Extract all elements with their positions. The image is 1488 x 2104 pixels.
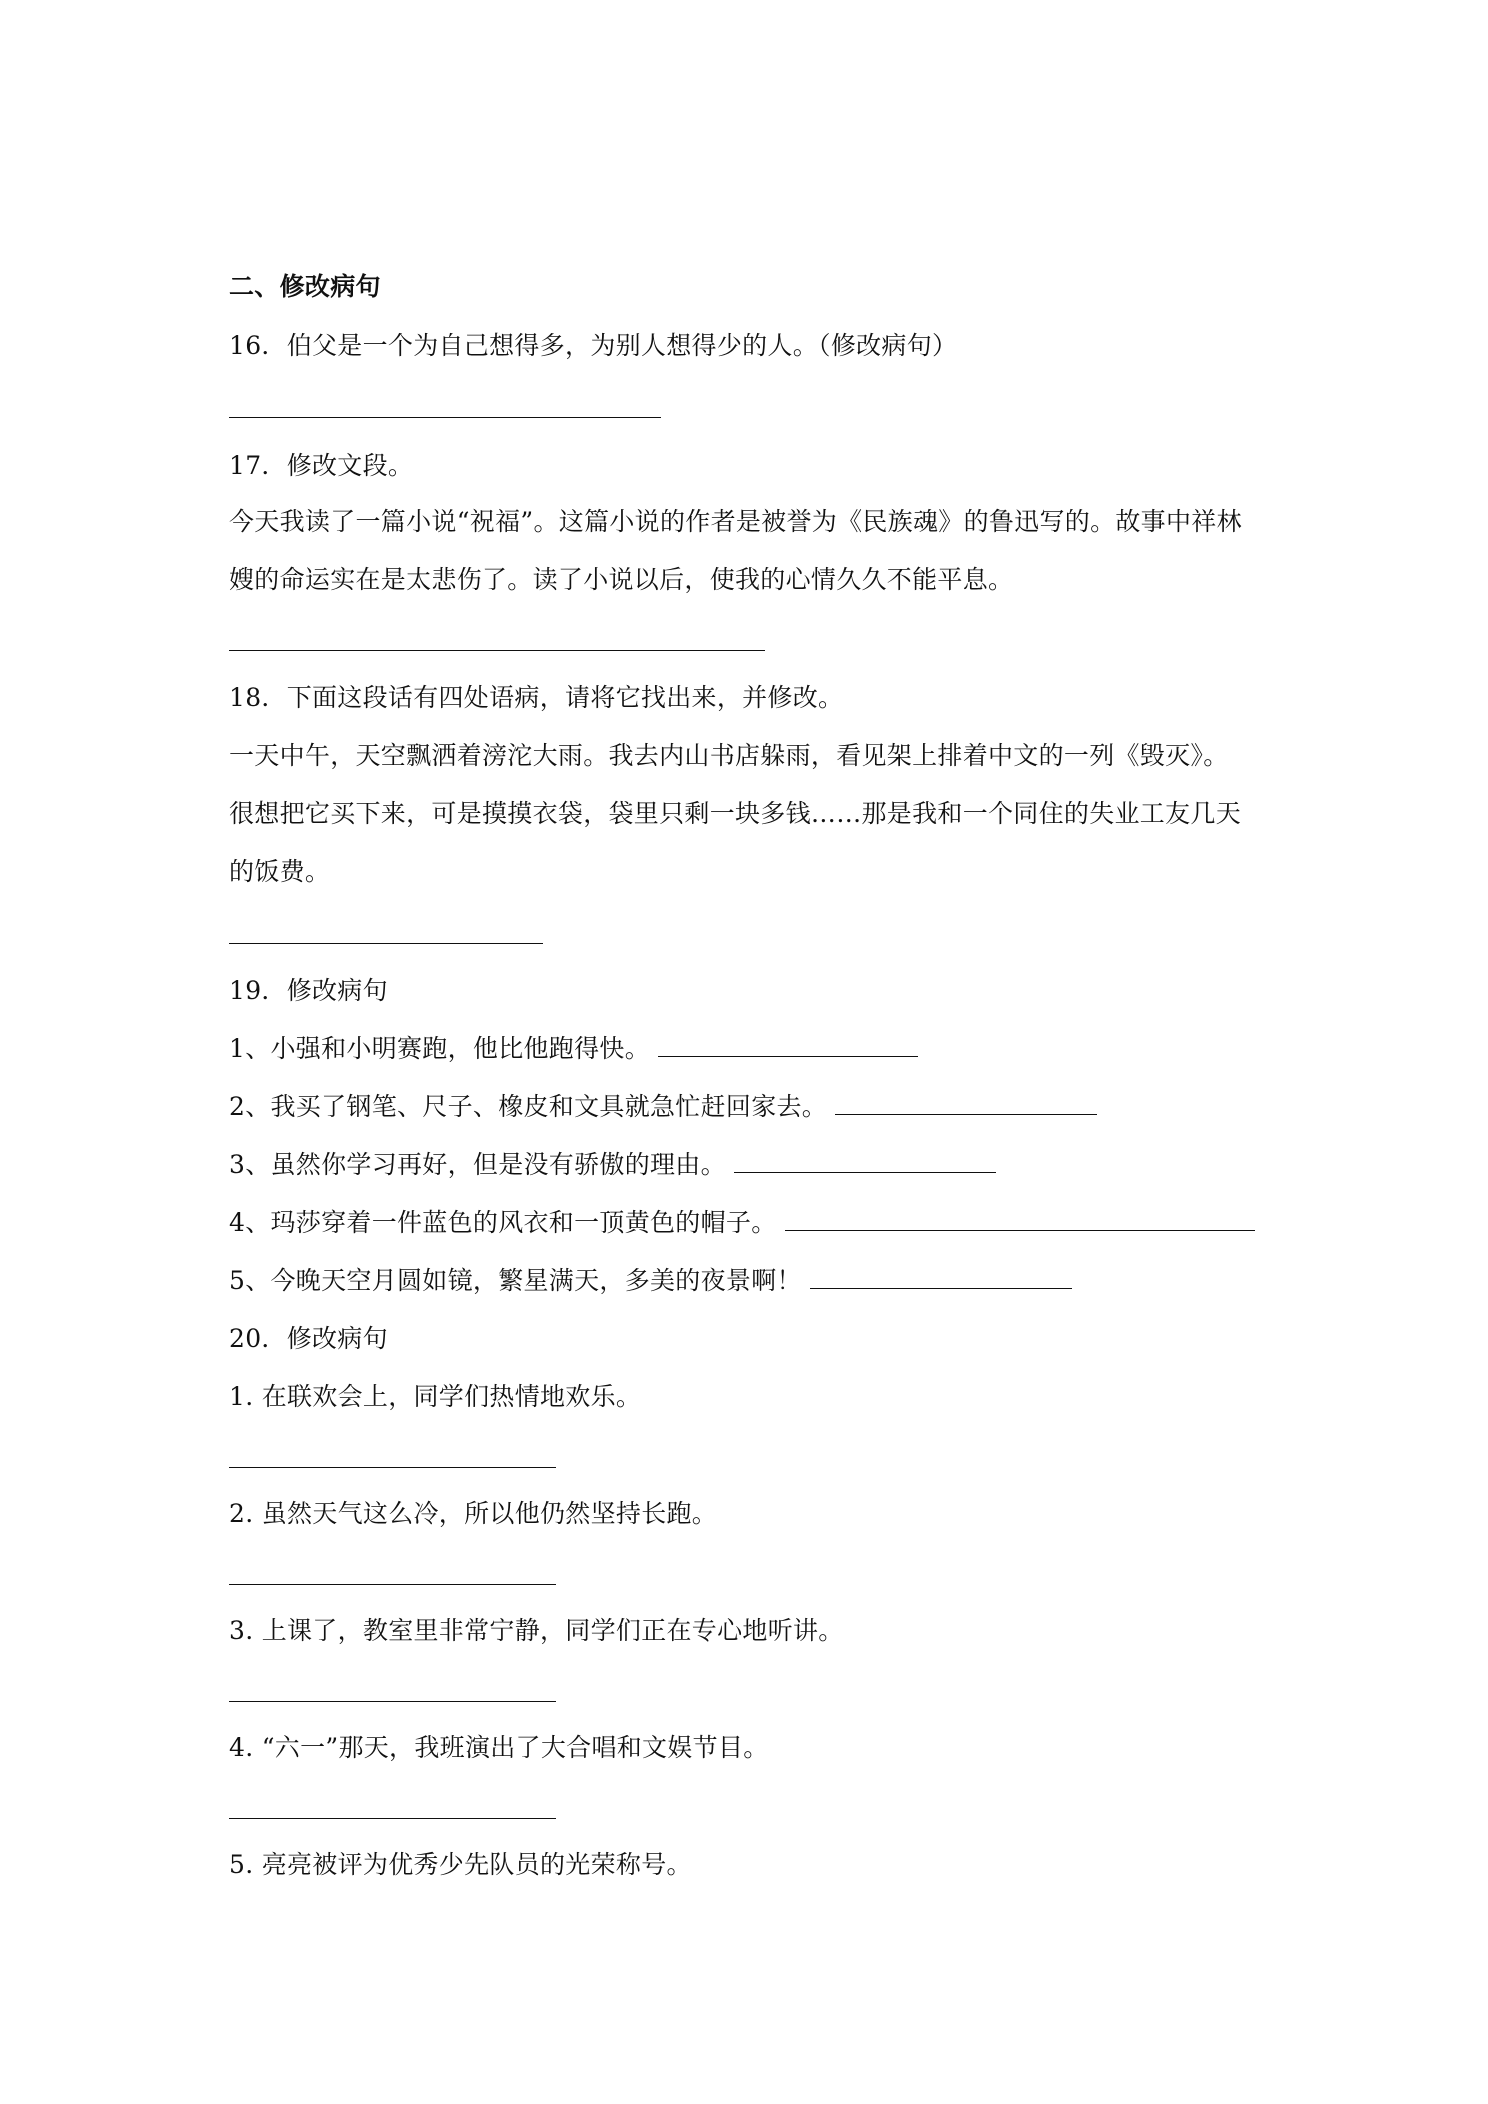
question-20-item-1: 1. 在联欢会上，同学们热情地欢乐。 [229,1382,642,1411]
answer-line-17[interactable] [229,650,765,651]
answer-line-20-1[interactable] [229,1467,556,1468]
answer-blank-19-4[interactable] [785,1229,1255,1231]
question-20-item-4: 4. “六一”那天，我班演出了大合唱和文娱节目。 [229,1733,769,1762]
answer-blank-19-5[interactable] [810,1287,1072,1289]
answer-line-16[interactable] [229,417,661,418]
question-17-title: 17．修改文段。 [229,451,414,480]
answer-blank-19-2[interactable] [835,1113,1097,1115]
answer-line-20-4[interactable] [229,1818,556,1819]
answer-line-20-2[interactable] [229,1584,556,1585]
section-title: 二、修改病句 [229,272,381,301]
question-19-item-1 [229,1033,918,1065]
question-19-title: 19．修改病句 [229,976,388,1005]
question-19-item-4 [229,1207,1255,1239]
question-18-line-3: 的饭费。 [229,857,331,886]
question-19-item-2-text: 2、我买了钢笔、尺子、橡皮和文具就急忙赶回家去。 [229,1092,828,1121]
question-20-item-2: 2. 虽然天气这么冷，所以他仍然坚持长跑。 [229,1499,718,1528]
answer-line-18[interactable] [229,943,543,944]
question-20-title: 20．修改病句 [229,1324,388,1353]
question-19-item-3 [229,1149,996,1181]
question-19-item-2 [229,1091,1097,1123]
question-18-line-2: 很想把它买下来，可是摸摸衣袋，袋里只剩一块多钱……那是我和一个同住的失业工友几天 [229,799,1242,828]
question-19-item-4-text: 4、玛莎穿着一件蓝色的风衣和一顶黄色的帽子。 [229,1208,777,1237]
answer-line-20-3[interactable] [229,1701,556,1702]
answer-blank-19-3[interactable] [734,1171,996,1173]
question-18-title: 18．下面这段话有四处语病，请将它找出来，并修改。 [229,683,844,712]
question-20-item-3: 3. 上课了，教室里非常宁静，同学们正在专心地听讲。 [229,1616,844,1645]
question-19-item-3-text: 3、虽然你学习再好，但是没有骄傲的理由。 [229,1150,726,1179]
question-16: 16．伯父是一个为自己想得多，为别人想得少的人。（修改病句） [229,331,958,360]
answer-blank-19-1[interactable] [658,1055,918,1057]
question-19-item-5 [229,1265,1072,1297]
question-19-item-5-text: 5、今晚天空月圆如镜，繁星满天，多美的夜景啊！ [229,1266,802,1295]
question-18-line-1: 一天中午，天空飘洒着滂沱大雨。我去内山书店躲雨，看见架上排着中文的一列《毁灭》。 [229,741,1229,770]
question-17-line-2: 嫂的命运实在是太悲伤了。读了小说以后，使我的心情久久不能平息。 [229,565,1014,594]
question-19-item-1-text: 1、小强和小明赛跑，他比他跑得快。 [229,1034,651,1063]
question-17-line-1: 今天我读了一篇小说“祝福”。这篇小说的作者是被誉为《民族魂》的鲁迅写的。故事中祥林 [229,507,1242,536]
question-20-item-5: 5. 亮亮被评为优秀少先队员的光荣称号。 [229,1850,692,1879]
